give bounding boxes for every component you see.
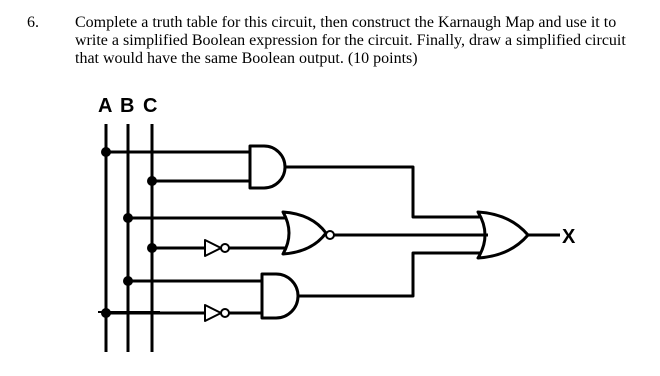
junction-dot — [123, 213, 133, 223]
input-label-b: B — [120, 95, 135, 117]
nand-gate-2-bubble — [326, 231, 334, 239]
question-line-1: Complete a truth table for this circuit, then construct the Karnaugh Map and use it to — [75, 14, 617, 31]
input-label-a: A — [98, 95, 113, 117]
wire-gate1-or — [285, 167, 480, 217]
junction-dot — [147, 176, 157, 186]
inverter-1-bubble — [221, 244, 229, 252]
inverter-1 — [205, 240, 221, 256]
input-label-c: C — [143, 95, 158, 117]
inverter-2 — [205, 305, 221, 321]
question-line-3: that would have the same Boolean output. (10 points) — [75, 50, 418, 67]
and-gate-1 — [250, 146, 285, 188]
question-line-2: write a simplified Boolean expression for the circuit. Finally, draw a simplified circuit — [75, 32, 626, 49]
nand-gate-2 — [283, 212, 326, 254]
junction-dot — [147, 243, 157, 253]
junction-dot — [101, 147, 111, 157]
question-number: 6. — [27, 14, 39, 31]
junction-dot — [101, 308, 111, 318]
inverter-2-bubble — [221, 309, 229, 317]
and-gate-3 — [262, 274, 298, 318]
or-gate-output — [478, 212, 528, 258]
wire-gate3-or — [298, 253, 480, 296]
output-label-x: X — [562, 226, 576, 248]
junction-dot — [123, 276, 133, 286]
